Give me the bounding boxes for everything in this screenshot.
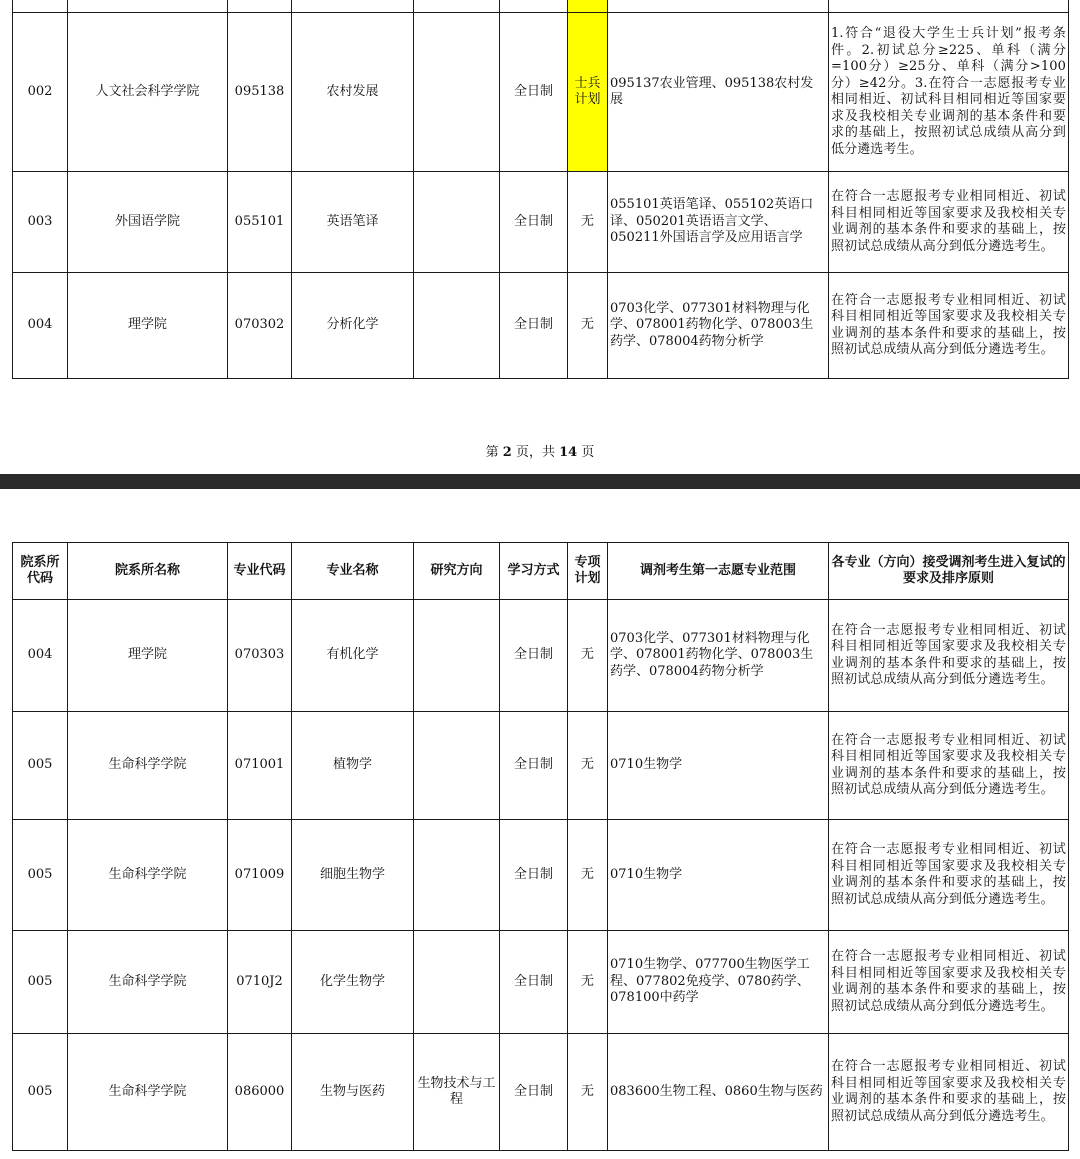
cell-major-name: 有机化学 [292,600,414,712]
cell-major-name: 农村发展 [292,13,414,172]
cell-first-choice-range: 0710生物学、077700生物医学工程、077802免疫学、0780药学、078100中药学 [608,931,829,1034]
page-prefix: 第 [485,445,503,460]
table-header-row [13,543,1069,600]
cell-dept-code: 005 [13,931,68,1034]
cell-study-mode: 全日制 [500,600,568,712]
cell-dept-code: 005 [13,820,68,931]
page-current: 2 [502,445,512,460]
cell-first-choice-range: 095137农业管理、095138农村发展 [608,13,829,172]
cell-special-plan-highlighted: 士兵计划 [568,13,608,172]
cell-research-direction: 生物技术与工程 [414,1034,500,1151]
cell-study-mode: 全日制 [500,273,568,379]
cell-dept-code: 005 [13,1034,68,1151]
page-total: 14 [559,445,578,460]
cell-dept-code: 003 [13,172,68,273]
cell-major-code: 070303 [228,600,292,712]
cell-study-mode: 全日制 [500,931,568,1034]
cell-requirements [829,0,1069,13]
cell-major-code: 086000 [228,1034,292,1151]
cell-study-mode: 全日制 [500,1034,568,1151]
cell-major-code [228,0,292,13]
cell-major-name: 英语笔译 [292,172,414,273]
page-middle: 页，共 [511,445,560,460]
cell-requirements: 在符合一志愿报考专业相同相近、初试科目相同相近等国家要求及我校相关专业调剂的基本条件和要求的基础上，按照初试总成绩从高分到低分遴选考生。 [829,273,1069,379]
table-row [13,712,1069,820]
cell-special-plan: 无 [568,820,608,931]
cell-requirements: 在符合一志愿报考专业相同相近、初试科目相同相近等国家要求及我校相关专业调剂的基本条件和要求的基础上，按照初试总成绩从高分到低分遴选考生。 [829,172,1069,273]
adjustment-table-page-3 [12,542,1069,1151]
table-row [13,1034,1069,1151]
cell-major-code: 055101 [228,172,292,273]
cell-first-choice-range [608,0,829,13]
header-dept-name: 院系所名称 [68,543,228,600]
table-row [13,273,1069,379]
header-requirements: 各专业（方向）接受调剂考生进入复试的要求及排序原则 [829,543,1069,600]
cell-requirements: 在符合一志愿报考专业相同相近、初试科目相同相近等国家要求及我校相关专业调剂的基本条件和要求的基础上，按照初试总成绩从高分到低分遴选考生。 [829,931,1069,1034]
cell-dept-name: 理学院 [68,600,228,712]
cell-major-code: 070302 [228,273,292,379]
cell-special-plan: 无 [568,712,608,820]
cell-dept-name: 人文社会科学学院 [68,13,228,172]
table-row [13,13,1069,172]
cell-study-mode [500,0,568,13]
cell-special-plan: 无 [568,600,608,712]
cell-special-plan: 无 [568,172,608,273]
cell-study-mode: 全日制 [500,13,568,172]
table-row [13,0,1069,13]
cell-dept-code: 002 [13,13,68,172]
cell-dept-name: 外国语学院 [68,172,228,273]
cell-special-plan: 无 [568,931,608,1034]
page-number [0,441,1080,460]
cell-research-direction [414,931,500,1034]
adjustment-table-page-2 [12,0,1069,379]
header-study-mode: 学习方式 [500,543,568,600]
cell-first-choice-range: 0710生物学 [608,712,829,820]
cell-major-name [292,0,414,13]
cell-requirements: 在符合一志愿报考专业相同相近、初试科目相同相近等国家要求及我校相关专业调剂的基本条件和要求的基础上，按照初试总成绩从高分到低分遴选考生。 [829,600,1069,712]
cell-requirements: 在符合一志愿报考专业相同相近、初试科目相同相近等国家要求及我校相关专业调剂的基本条件和要求的基础上，按照初试总成绩从高分到低分遴选考生。 [829,820,1069,931]
cell-major-code: 095138 [228,13,292,172]
cell-dept-name: 生命科学学院 [68,1034,228,1151]
cell-dept-name: 生命科学学院 [68,931,228,1034]
cell-dept-code [13,0,68,13]
page-separator [0,474,1080,489]
cell-research-direction [414,712,500,820]
cell-research-direction [414,13,500,172]
cell-research-direction [414,273,500,379]
cell-first-choice-range: 083600生物工程、0860生物与医药 [608,1034,829,1151]
cell-study-mode: 全日制 [500,172,568,273]
cell-major-name: 生物与医药 [292,1034,414,1151]
cell-requirements: 在符合一志愿报考专业相同相近、初试科目相同相近等国家要求及我校相关专业调剂的基本条件和要求的基础上，按照初试总成绩从高分到低分遴选考生。 [829,712,1069,820]
cell-major-code: 0710J2 [228,931,292,1034]
cell-dept-name [68,0,228,13]
cell-major-name: 细胞生物学 [292,820,414,931]
cell-first-choice-range: 055101英语笔译、055102英语口译、050201英语语言文学、050211外国语言学及应用语言学 [608,172,829,273]
cell-dept-name: 生命科学学院 [68,712,228,820]
table-row [13,172,1069,273]
cell-first-choice-range: 0710生物学 [608,820,829,931]
table-row [13,820,1069,931]
cell-dept-code: 005 [13,712,68,820]
header-dept-code: 院系所代码 [13,543,68,600]
cell-research-direction [414,0,500,13]
header-major-name: 专业名称 [292,543,414,600]
cell-dept-name: 理学院 [68,273,228,379]
cell-major-name: 植物学 [292,712,414,820]
cell-major-name: 分析化学 [292,273,414,379]
cell-major-name: 化学生物学 [292,931,414,1034]
table-row [13,931,1069,1034]
cell-dept-name: 生命科学学院 [68,820,228,931]
header-first-choice-range: 调剂考生第一志愿专业范围 [608,543,829,600]
cell-study-mode: 全日制 [500,820,568,931]
cell-requirements: 1.符合“退役大学生士兵计划”报考条件。2.初试总分≥225、单科（满分=100分）≥25分、单科（满分>100分）≥42分。3.在符合一志愿报考专业相同相近、初试科目相同相近等国家要求及我校相关专业调剂的基本条件和要求的基础上，按照初试总成绩从高分到低分遴选考生。 [829,13,1069,172]
cell-major-code: 071001 [228,712,292,820]
cell-study-mode: 全日制 [500,712,568,820]
header-research-direction: 研究方向 [414,543,500,600]
page-suffix: 页 [577,445,595,460]
cell-major-code: 071009 [228,820,292,931]
header-major-code: 专业代码 [228,543,292,600]
cell-dept-code: 004 [13,600,68,712]
header-special-plan: 专项计划 [568,543,608,600]
cell-special-plan: 无 [568,1034,608,1151]
cell-first-choice-range: 0703化学、077301材料物理与化学、078001药物化学、078003生药学、078004药物分析学 [608,600,829,712]
cell-research-direction [414,172,500,273]
table-row [13,600,1069,712]
cell-dept-code: 004 [13,273,68,379]
cell-research-direction [414,820,500,931]
cell-requirements: 在符合一志愿报考专业相同相近、初试科目相同相近等国家要求及我校相关专业调剂的基本条件和要求的基础上，按照初试总成绩从高分到低分遴选考生。 [829,1034,1069,1151]
cell-first-choice-range: 0703化学、077301材料物理与化学、078001药物化学、078003生药学、078004药物分析学 [608,273,829,379]
cell-special-plan [568,0,608,13]
cell-research-direction [414,600,500,712]
cell-special-plan: 无 [568,273,608,379]
